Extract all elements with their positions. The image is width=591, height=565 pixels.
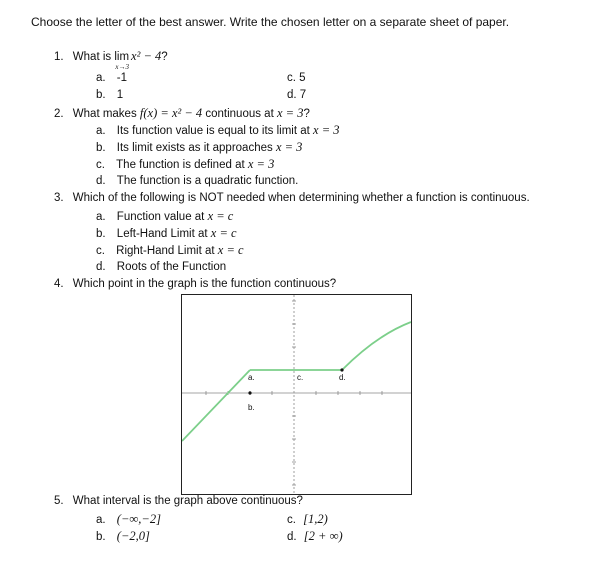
point-label-c: c. <box>297 373 304 382</box>
question-2-prefix: What makes <box>72 108 140 120</box>
limit-word: lim <box>114 51 130 63</box>
option-label: a. <box>96 125 106 137</box>
question-3-option-b <box>96 226 237 241</box>
graph-segment-left-line <box>182 370 250 441</box>
option-math: x = c <box>207 209 234 223</box>
question-3-text: Which of the following is NOT needed when determining whether a function is continuous. <box>72 192 530 204</box>
question-4 <box>54 278 336 290</box>
option-text: Function value at <box>116 211 208 223</box>
question-2-option-c <box>96 157 274 172</box>
option-text: The function is defined at <box>116 159 248 171</box>
question-5-text: What interval is the graph above continuous? <box>72 495 303 507</box>
option-text: The function is a quadratic function. <box>116 175 299 187</box>
question-2-point: x = 3 <box>276 106 304 120</box>
option-text: Its function value is equal to its limit at <box>116 125 314 137</box>
question-1-prefix: What is <box>72 51 115 63</box>
option-label: b. <box>96 142 106 154</box>
instructions: Choose the letter of the best answer. Write the chosen letter on a separate sheet of paper. <box>31 15 510 29</box>
option-label: a. <box>96 211 106 223</box>
question-2-option-a <box>96 123 340 138</box>
option-label: c. <box>96 159 105 171</box>
question-2-option-d <box>96 175 298 187</box>
question-5-option-b <box>96 529 150 544</box>
question-number: 4. <box>54 278 64 290</box>
limit-subscript: x→3 <box>115 63 129 71</box>
question-2-expression: f(x) = x² − 4 <box>139 106 203 120</box>
option-label: d. <box>96 261 106 273</box>
question-1-suffix: ? <box>161 51 168 63</box>
question-1 <box>54 49 168 71</box>
point-d-marker <box>340 368 343 371</box>
point-b-marker <box>248 391 251 394</box>
question-3-option-a <box>96 209 233 224</box>
option-label: b. <box>96 89 106 101</box>
graph-canvas <box>182 295 411 494</box>
point-label-b: b. <box>248 403 255 412</box>
question-5-option-a <box>96 512 161 527</box>
option-math: x = c <box>217 243 244 257</box>
question-5 <box>54 495 303 507</box>
option-label: a. <box>96 514 106 526</box>
option-value: 1 <box>116 89 124 101</box>
graph-segment-curve <box>342 322 411 370</box>
question-number: 3. <box>54 192 64 204</box>
option-math: x = c <box>210 226 237 240</box>
option-text: Its limit exists as it approaches <box>116 142 276 154</box>
question-5-option-c <box>287 512 328 527</box>
option-math: (−∞,−2] <box>116 512 161 526</box>
limit-operator <box>114 51 130 71</box>
question-2-option-b <box>96 140 302 155</box>
option-math: [2 + ∞) <box>303 529 343 543</box>
question-number: 2. <box>54 108 64 120</box>
question-1-option-a <box>96 72 127 84</box>
option-label: a. <box>96 72 106 84</box>
question-number: 1. <box>54 51 64 63</box>
option-text: Right-Hand Limit at <box>116 245 218 257</box>
option-label: b. <box>96 228 106 240</box>
option-math: x = 3 <box>275 140 303 154</box>
option-math: x = 3 <box>247 157 275 171</box>
function-graph <box>181 294 412 495</box>
option-math: [1,2) <box>303 512 328 526</box>
question-3-option-c <box>96 243 244 258</box>
option-label: c. <box>287 514 296 526</box>
question-3 <box>54 192 530 204</box>
point-label-a: a. <box>248 373 255 382</box>
option-text: Roots of the Function <box>116 261 227 273</box>
option-label: d. <box>287 531 297 543</box>
question-1-option-d: d. 7 <box>287 89 307 101</box>
question-4-text: Which point in the graph is the function continuous? <box>72 278 337 290</box>
option-label: c. <box>96 245 105 257</box>
question-3-option-d <box>96 261 226 273</box>
option-label: d. <box>96 175 106 187</box>
option-math: (−2,0] <box>116 529 150 543</box>
option-math: x = 3 <box>313 123 340 137</box>
option-value: -1 <box>116 72 128 84</box>
question-2-middle: continuous at <box>202 108 277 120</box>
option-text: Left-Hand Limit at <box>116 228 211 240</box>
question-2-suffix: ? <box>303 108 310 120</box>
option-label: b. <box>96 531 106 543</box>
question-1-expression: x² − 4 <box>131 49 162 63</box>
question-1-option-b <box>96 89 123 101</box>
question-1-option-c: c. 5 <box>287 72 306 84</box>
question-2 <box>54 106 310 121</box>
question-number: 5. <box>54 495 64 507</box>
question-5-option-d <box>287 529 343 544</box>
point-label-d: d. <box>339 373 346 382</box>
